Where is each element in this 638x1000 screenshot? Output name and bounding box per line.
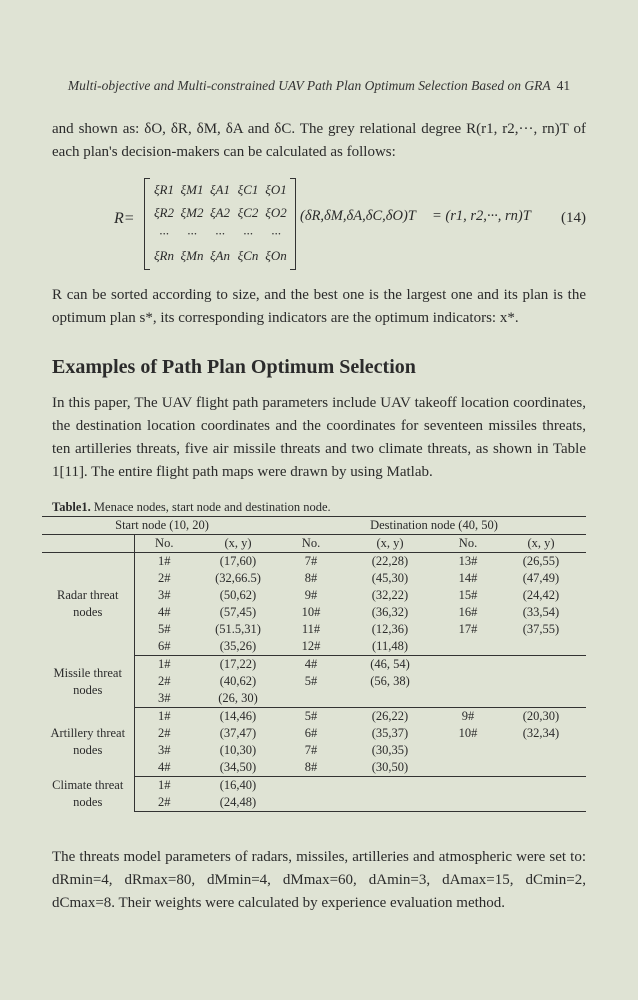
node-coordinates <box>496 656 586 674</box>
matrix-cell: ξRn <box>153 248 174 263</box>
threat-category: Climate threat nodes <box>42 777 134 812</box>
node-coordinates <box>340 690 440 708</box>
matrix-cell: ··· <box>159 226 169 241</box>
table-caption-text: Menace nodes, start node and destination node. <box>93 500 331 514</box>
node-number <box>440 690 496 708</box>
node-coordinates: (46, 54) <box>370 657 410 671</box>
node-number <box>440 777 496 795</box>
matrix-cell: ξA1 <box>209 182 230 197</box>
matrix-cell: ξMn <box>180 248 204 263</box>
matrix-cell: ξAn <box>209 248 230 263</box>
equation-rhs: = (r1, r2,···, rn)T <box>432 208 531 224</box>
node-coordinates: (24,48) <box>194 794 282 812</box>
node-coordinates <box>340 794 440 812</box>
node-coordinates: (22,28) <box>371 554 409 568</box>
matrix-cell: ··· <box>271 226 281 241</box>
start-node-header: Start node (10, 20) <box>42 517 282 535</box>
node-coordinates: (32,66.5) <box>215 571 261 585</box>
node-number: 13# <box>458 554 478 568</box>
node-coordinates <box>496 794 586 812</box>
node-number: 2# <box>158 726 171 740</box>
matrix-cell: ξC2 <box>237 205 259 220</box>
running-head-title: Multi-objective and Multi-constrained UAV Path Plan Optimum Selection Based on GRA <box>67 78 551 93</box>
node-number: 5# <box>158 622 171 636</box>
equation-14 <box>52 172 586 272</box>
node-coordinates: (51.5,31) <box>215 622 261 636</box>
node-coordinates: (56, 38) <box>370 674 410 688</box>
node-number <box>282 794 340 812</box>
node-number: 2# <box>158 571 171 585</box>
node-number: 14# <box>458 571 478 585</box>
node-number: 7# <box>304 743 318 757</box>
node-coordinates <box>496 673 586 690</box>
node-coordinates: (26,55) <box>522 554 560 568</box>
matrix-cell: ξM2 <box>180 205 204 220</box>
matrix-cell: ξR2 <box>153 205 174 220</box>
node-coordinates: (20,30) <box>522 709 560 723</box>
node-number: 9# <box>461 709 475 723</box>
matrix-cell: ξC1 <box>237 182 259 197</box>
threat-category: Artillery threat nodes <box>42 708 134 777</box>
node-number: 3# <box>158 743 171 757</box>
column-header: No. <box>134 535 194 553</box>
threat-category: Missile threat nodes <box>42 656 134 708</box>
node-coordinates: (30,35) <box>371 743 409 757</box>
header-blank <box>42 535 134 553</box>
node-coordinates: (50,62) <box>219 588 257 602</box>
node-number: 7# <box>304 554 318 568</box>
column-header: (x, y) <box>496 535 586 553</box>
node-number <box>440 759 496 777</box>
matrix-row <box>151 248 289 264</box>
closing-paragraph: The threats model parameters of radars, missiles, artilleries and atmospheric were set to: dRmin=4, dRmax=80, dMmin=4, dMmax=60, dAmin=3, dAmax=15, dCmin=2, dCmax=8. Their weights were calculated by experience evaluation method. <box>52 849 586 911</box>
matrix-cell: ··· <box>187 226 197 241</box>
matrix-cell: ξO2 <box>265 205 287 220</box>
node-number: 3# <box>134 690 194 708</box>
node-coordinates: (32,22) <box>371 588 409 602</box>
node-number: 16# <box>458 605 478 619</box>
equation-number: (14) <box>561 210 586 226</box>
node-coordinates <box>496 777 586 795</box>
node-coordinates: (35,26) <box>194 638 282 656</box>
intro-paragraph: and shown as: δO, δR, δM, δA and δC. The grey relational degree R(r1, r2,···, rn)T of each plan's decision-makers can be calculated as follows: <box>52 121 586 160</box>
node-coordinates <box>496 742 586 759</box>
node-coordinates: (32,34) <box>522 726 560 740</box>
node-coordinates: (16,40) <box>219 778 257 792</box>
page-number: 41 <box>556 78 571 93</box>
column-header: No. <box>440 535 496 553</box>
equation-lhs: R= <box>114 210 135 227</box>
matrix-cell: ξM1 <box>180 182 204 197</box>
node-number: 8# <box>282 759 340 777</box>
section-title: Examples of Path Plan Optimum Selection <box>52 356 416 378</box>
node-number: 8# <box>304 571 318 585</box>
threat-category: Radar threat nodes <box>42 553 134 656</box>
node-coordinates: (17,22) <box>219 657 257 671</box>
node-number: 6# <box>304 726 318 740</box>
node-coordinates: (34,50) <box>194 759 282 777</box>
node-number: 15# <box>458 588 478 602</box>
node-coordinates: (33,54) <box>522 605 560 619</box>
matrix-cell: ξA2 <box>209 205 230 220</box>
matrix-cell: ξOn <box>265 248 287 263</box>
node-number: 4# <box>134 759 194 777</box>
node-number: 17# <box>458 622 478 636</box>
matrix-cell: ξR1 <box>153 182 174 197</box>
table-header-row <box>42 535 586 553</box>
node-coordinates: (12,36) <box>371 622 409 636</box>
node-coordinates <box>496 638 586 656</box>
node-number <box>440 794 496 812</box>
node-number: 9# <box>304 588 318 602</box>
threat-nodes-table <box>42 516 586 812</box>
node-number <box>282 690 340 708</box>
node-number <box>282 777 340 795</box>
node-number: 1# <box>158 778 171 792</box>
node-number <box>440 673 496 690</box>
paragraph-after-equation: R can be sorted according to size, and the best one is the largest one and its plan is the optimum plan s*, its corresponding indicators are the optimum indicators: x*. <box>52 287 586 326</box>
node-coordinates: (11,48) <box>340 638 440 656</box>
node-number: 4# <box>304 657 318 671</box>
column-header: No. <box>282 535 340 553</box>
matrix-cell: ξCn <box>237 248 259 263</box>
column-header: (x, y) <box>194 535 282 553</box>
table-row <box>42 553 586 571</box>
destination-node-header: Destination node (40, 50) <box>282 517 586 535</box>
matrix-cell: ··· <box>215 226 225 241</box>
node-number: 1# <box>158 554 171 568</box>
relational-matrix <box>144 178 296 270</box>
node-coordinates: (10,30) <box>219 743 257 757</box>
node-number <box>440 638 496 656</box>
node-number: 11# <box>301 622 321 636</box>
matrix-row <box>151 205 289 221</box>
matrix-cell: ··· <box>243 226 253 241</box>
node-number: 6# <box>134 638 194 656</box>
node-number: 10# <box>301 605 321 619</box>
node-number: 5# <box>304 674 318 688</box>
node-coordinates: (47,49) <box>522 571 560 585</box>
table-caption <box>52 500 331 515</box>
node-number: 3# <box>158 588 171 602</box>
node-coordinates <box>340 777 440 795</box>
node-coordinates: (37,47) <box>219 726 257 740</box>
column-header: (x, y) <box>340 535 440 553</box>
node-coordinates: (36,32) <box>371 605 409 619</box>
node-number: 5# <box>304 709 318 723</box>
node-number: 12# <box>282 638 340 656</box>
table-row <box>42 656 586 674</box>
section-paragraph: In this paper, The UAV flight path parameters include UAV takeoff location coordinates, the destination location coordinates and the coordinates for seventeen missiles threats, ten artilleries threats, five air missile threats and two climate threats, as shown in Table 1[11]. The entire flight path maps were drawn by using Matlab. <box>52 395 586 480</box>
node-coordinates: (57,45) <box>219 605 257 619</box>
node-number: 10# <box>458 726 478 740</box>
matrix-row <box>151 226 289 242</box>
node-coordinates: (35,37) <box>371 726 409 740</box>
table-header-row <box>42 517 586 535</box>
node-coordinates: (17,60) <box>219 554 257 568</box>
node-coordinates: (24,42) <box>522 588 560 602</box>
node-coordinates: (37,55) <box>522 622 560 636</box>
node-coordinates <box>496 759 586 777</box>
node-coordinates: (14,46) <box>219 709 257 723</box>
node-coordinates: (30,50) <box>340 759 440 777</box>
node-number: 2# <box>158 674 171 688</box>
node-number <box>440 656 496 674</box>
node-coordinates: (45,30) <box>371 571 409 585</box>
node-coordinates <box>496 690 586 708</box>
node-number: 1# <box>158 657 171 671</box>
running-head <box>0 78 638 94</box>
node-coordinates: (26, 30) <box>194 690 282 708</box>
node-number <box>440 742 496 759</box>
table-body <box>42 553 586 812</box>
matrix-row <box>151 182 289 198</box>
matrix-cell: ξO1 <box>265 182 287 197</box>
node-coordinates: (26,22) <box>371 709 409 723</box>
weight-vector: (δR,δM,δA,δC,δO)T <box>300 208 416 224</box>
node-number: 4# <box>158 605 171 619</box>
table-row <box>42 708 586 726</box>
node-number: 2# <box>134 794 194 812</box>
table-row <box>42 777 586 795</box>
node-coordinates: (40,62) <box>219 674 257 688</box>
table-caption-label: Table1. <box>52 500 91 514</box>
node-number: 1# <box>158 709 171 723</box>
